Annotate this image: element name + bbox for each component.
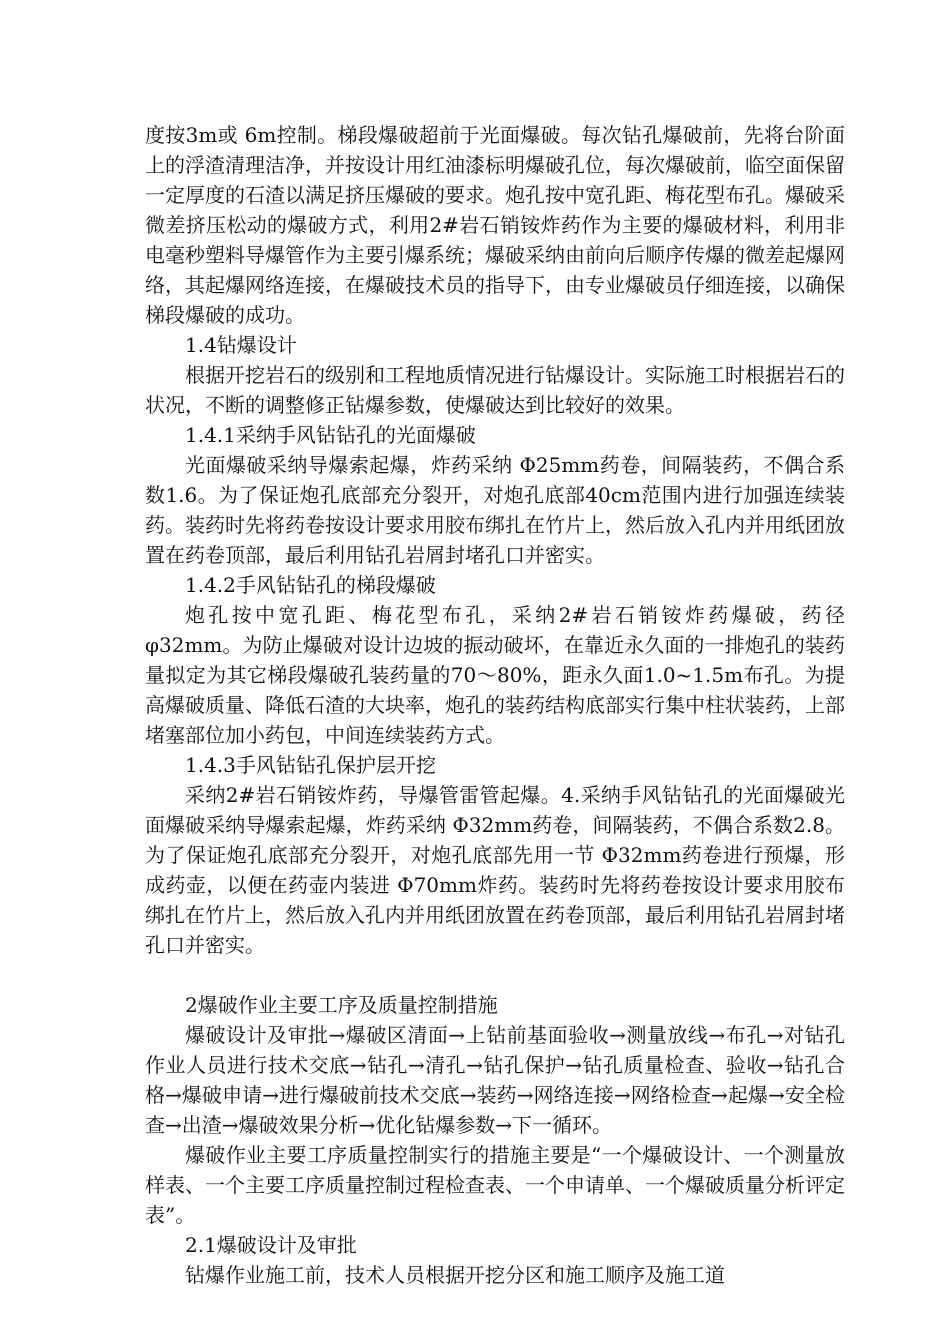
heading-1-4: 1.4钻爆设计 xyxy=(185,333,297,357)
paragraph-gap xyxy=(145,960,845,990)
heading-1-4-3: 1.4.3手风钻钻孔保护层开挖 xyxy=(185,753,436,777)
paragraph-process-flow: 爆破设计及审批→爆破区清面→上钻前基面验收→测量放线→布孔→对钻孔作业人员进行技术交底→钻孔→清孔→钻孔保护→钻孔质量检查、验收→钻孔合格→爆破申请→进行爆破前技术交底→装药→网络连接→网络检查→起爆→安全检查→出渣→爆破效果分析→优化钻爆参数→下一循环。 xyxy=(145,1023,845,1137)
paragraph-design-approval: 钻爆作业施工前，技术人员根据开挖分区和施工顺序及施工道 xyxy=(185,1263,725,1287)
paragraph-protective-layer: 采纳2#岩石销铵炸药，导爆管雷管起爆。4.采纳手风钻钻孔的光面爆破光面爆破采纳导爆索起爆，炸药采纳 Φ32mm药卷，间隔装药，不偶合系数2.8。为了保证炮孔底部充分裂开，对炮孔底部先用一节 Φ32mm药卷进行预爆，形成药壶，以便在药壶内装进 Φ70mm炸药。装药时先将药卷按设计要求用胶布绑扎在竹片上，然后放入孔内并用纸团放置在药卷顶部，最后利用钻孔岩屑封堵孔口并密实。 xyxy=(145,783,845,957)
paragraph-smooth-blasting: 光面爆破采纳导爆索起爆，炸药采纳 Φ25mm药卷，间隔装药，不偶合系数1.6。为了保证炮孔底部充分裂开，对炮孔底部40cm范围内进行加强连续装药。装药时先将药卷按设计要求用胶布绑扎在竹片上，然后放入孔内并用纸团放置在药卷顶部，最后利用钻孔岩屑封堵孔口并密实。 xyxy=(145,453,845,567)
paragraph-bench-blasting: 炮孔按中宽孔距、梅花型布孔，采纳2#岩石销铵炸药爆破，药径 φ32mm。为防止爆破对设计边坡的振动破坏，在靠近永久面的一排炮孔的装药量拟定为其它梯段爆破孔装药量的70～80%，距永久面1.0~1.5m布孔。为提高爆破质量、降低石渣的大块率，炮孔的装药结构底部实行集中柱状装药，上部堵塞部位加小药包，中间连续装药方式。 xyxy=(145,603,845,747)
paragraph-continuation: 度按3m或 6m控制。梯段爆破超前于光面爆破。每次钻孔爆破前，先将台阶面上的浮渣清理洁净，并按设计用红油漆标明爆破孔位，每次爆破前，临空面保留一定厚度的石渣以满足挤压爆破的要求。炮孔按中宽孔距、梅花型布孔。爆破采微差挤压松动的爆破方式，利用2#岩石销铵炸药作为主要的爆破材料，利用非电毫秒塑料导爆管作为主要引爆系统；爆破采纳由前向后顺序传爆的微差起爆网络，其起爆网络连接，在爆破技术员的指导下，由专业爆破员仔细连接，以确保梯段爆破的成功。 xyxy=(145,123,845,327)
document-page xyxy=(145,120,845,1290)
heading-1-4-2: 1.4.2手风钻钻孔的梯段爆破 xyxy=(185,573,436,597)
heading-2: 2爆破作业主要工序及质量控制措施 xyxy=(185,993,498,1017)
paragraph-drill-design: 根据开挖岩石的级别和工程地质情况进行钻爆设计。实际施工时根据岩石的状况，不断的调整修正钻爆参数，使爆破达到比较好的效果。 xyxy=(145,363,845,417)
heading-2-1: 2.1爆破设计及审批 xyxy=(185,1233,357,1257)
heading-1-4-1: 1.4.1采纳手风钻钻孔的光面爆破 xyxy=(185,423,476,447)
paragraph-quality-measures: 爆破作业主要工序质量控制实行的措施主要是“一个爆破设计、一个测量放样表、一个主要工序质量控制过程检查表、一个申请单、一个爆破质量分析评定表”。 xyxy=(145,1143,845,1227)
